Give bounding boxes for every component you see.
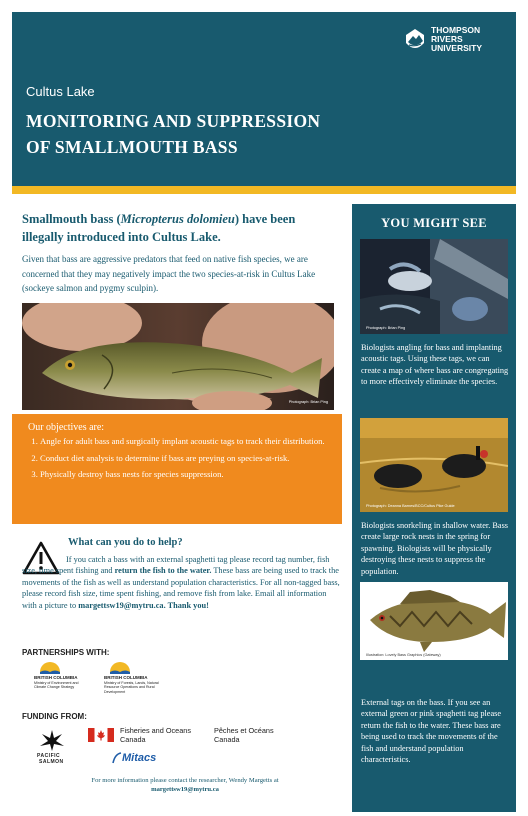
objective-item: 1. Angle for adult bass and surgically implant acoustic tags to track their distribution. — [40, 436, 330, 448]
objectives-box — [12, 414, 342, 524]
bc-env-logo — [34, 660, 94, 704]
help-body — [22, 554, 340, 611]
help-text-1: If you catch a bass with an external spaghetti tag please record tag number, fish size, time spent fishing and — [22, 555, 330, 576]
help-return-fish: return the fish to the water. — [114, 566, 212, 576]
mitacs-logo — [112, 752, 156, 764]
dfo-en-line2: Canada — [120, 734, 146, 744]
snorkeling-photo — [360, 418, 508, 512]
objective-item: 2. Conduct diet analysis to determine if bass are preying on species-at-risk. — [40, 453, 330, 465]
sidebar-caption-angling: Biologists angling for bass and implanting acoustic tags. Using these tags, we can create a map of where bass are congregating to more effectively eliminate the species. — [361, 343, 509, 387]
psf-line1: PACIFIC — [37, 753, 61, 759]
intro-title-a: Smallmouth bass ( — [22, 212, 121, 226]
help-email-link[interactable]: margettsw19@mytru.ca — [78, 600, 164, 610]
help-thanks: . Thank you! — [163, 600, 209, 610]
footer-contact — [40, 776, 330, 794]
mitacs-wordmark: Mitacs — [122, 752, 157, 764]
dfo-fr-name — [214, 727, 274, 744]
page-title-line2: OF SMALLMOUTH BASS — [26, 137, 238, 157]
page-subtitle: Cultus Lake — [26, 84, 95, 99]
footer-line1: For more information please contact the researcher, Wendy Margetts at — [91, 777, 279, 784]
bc-env-ministry: Ministry of Environment and Climate Change Strategy — [34, 681, 79, 690]
canada-flag-icon — [88, 728, 114, 742]
dfo-en-line1: Fisheries and Oceans — [120, 726, 191, 735]
help-title: What can you do to help? — [68, 537, 183, 548]
angling-photo-credit: Photograph: Brian Ping — [366, 326, 406, 330]
bc-forests-ministry: Ministry of Forests, Lands, Natural Resource Operations and Rural Development — [104, 681, 159, 694]
bc-forests-logo — [104, 660, 174, 704]
sidebar-caption-tags: External tags on the bass. If you see an external green or pink spaghetti tag please return the fish to the water. These bass are being used to track the movements of the fish and understand population characteristics. — [361, 698, 502, 765]
objectives-title: Our objectives are: — [28, 422, 105, 433]
intro-title-b: ) have been illegally introduced into Cultus Lake. — [22, 212, 296, 244]
intro-title-species: Micropterus dolomieu — [120, 212, 235, 226]
bass-in-hands-photo — [22, 303, 334, 410]
page-title-line1: MONITORING AND SUPPRESSION — [26, 111, 321, 131]
tru-name-line1: THOMPSON — [431, 25, 481, 35]
bass-photo-credit: Photograph: Brian Ping — [288, 400, 328, 404]
bc-sun-icon — [110, 660, 130, 674]
tru-logo — [404, 26, 482, 53]
intro-title — [22, 210, 332, 246]
tru-name-line3: UNIVERSITY — [431, 43, 483, 53]
sidebar-title: YOU MIGHT SEE — [381, 216, 487, 230]
bc-env-name: BRITISH COLUMBIA — [34, 675, 78, 680]
dfo-en-name — [120, 727, 191, 744]
pacific-salmon-logo — [34, 728, 74, 772]
dfo-fr-line2: Canada — [214, 734, 240, 744]
header-banner — [12, 12, 516, 186]
tru-mountain-icon — [404, 27, 426, 53]
angling-tagging-photo — [360, 239, 508, 334]
bass-illustration — [360, 582, 508, 660]
illustration-credit: Illustration: Lovely Bass Graphics (Gateway) — [366, 653, 441, 657]
salmon-icon — [38, 728, 66, 752]
bc-forests-name: BRITISH COLUMBIA — [104, 675, 148, 680]
dfo-fr-line1: Pêches et Océans — [214, 726, 274, 735]
psf-line2: SALMON — [39, 759, 64, 765]
intro-body: Given that bass are aggressive predators that feed on native fish species, we are concerned that they may negatively impact the two species-at-risk in Cultus Lake (sockeye salmon and pygmy sculpin). — [22, 254, 316, 293]
bc-sun-icon — [40, 660, 60, 674]
objectives-list — [12, 436, 330, 486]
sidebar-caption-snorkeling: Biologists snorkeling in shallow water. Bass create large rock nests in the spring for spawning. Biologists will be physically destroying these nests to suppress the population. — [361, 521, 509, 576]
footer-email[interactable]: margettsw19@mytru.ca — [151, 786, 219, 793]
partnerships-label: PARTNERSHIPS WITH: — [22, 648, 110, 657]
page-title — [26, 108, 320, 160]
mitacs-swoosh-icon — [112, 752, 122, 764]
you-might-see-sidebar — [352, 204, 516, 812]
funding-label: FUNDING FROM: — [22, 712, 87, 721]
objective-item: 3. Physically destroy bass nests for species suppression. — [40, 469, 330, 481]
accent-stripe — [12, 186, 516, 194]
tru-name-line2: RIVERS — [431, 34, 463, 44]
snorkel-photo-credit: Photograph: Deanna Barnes/BCC/Cultus Pike Guide — [366, 504, 455, 508]
help-text-2: These bass are being used to track the movements of the fish as well as understand population characteristics. For all non-tagged bass, please record fish size, time spent fishing, and remove fish from lake. Email all information with a picture to — [22, 566, 340, 610]
